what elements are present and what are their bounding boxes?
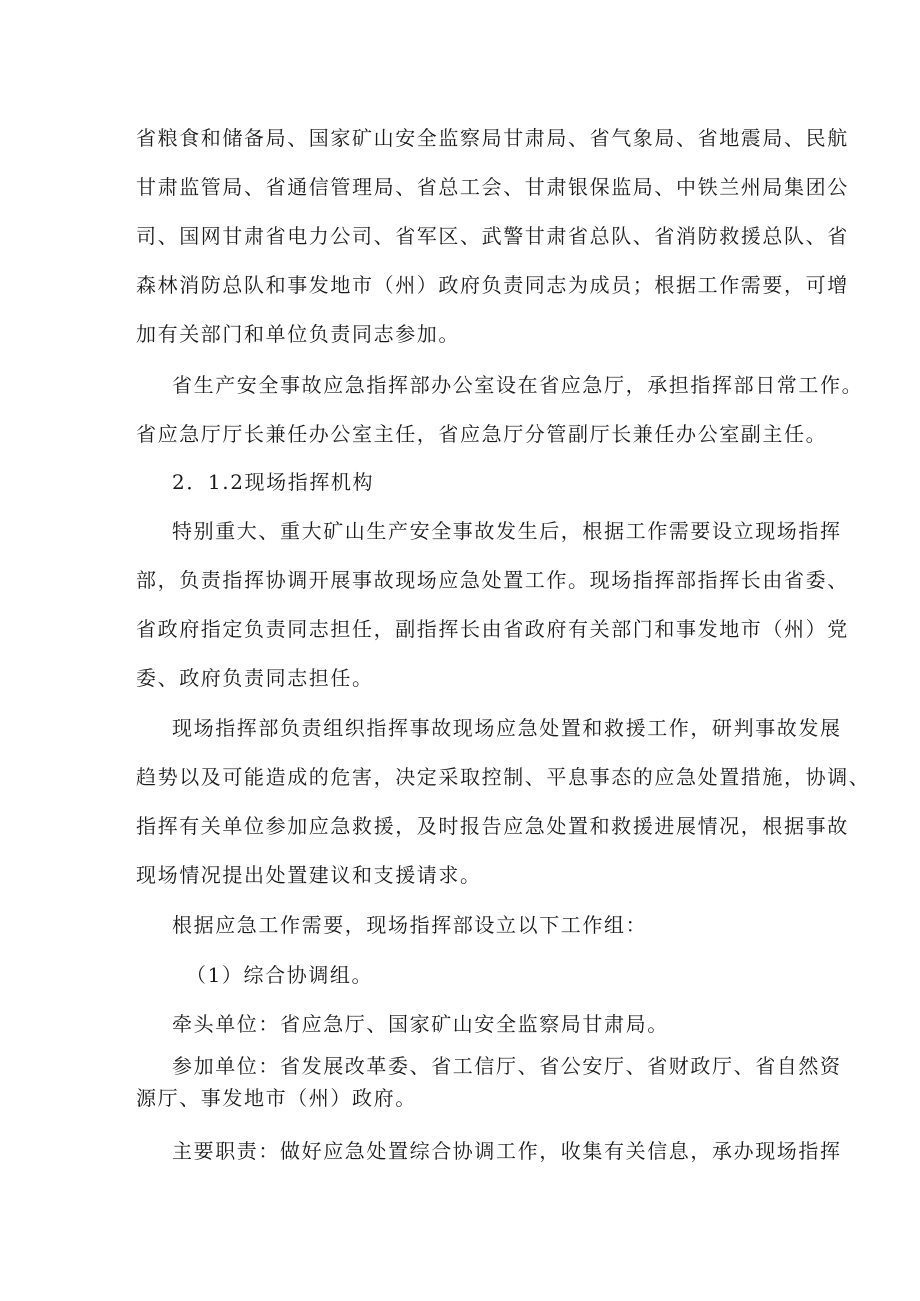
text-line: 现场情况提出处置建议和支援请求。 — [136, 863, 482, 887]
text-line: 加有关部门和单位负责同志参加。 — [136, 322, 460, 346]
paragraph-start-line: 牵头单位：省应急厅、国家矿山安全监察局甘肃局。 — [172, 1012, 669, 1036]
text-line: 森林消防总队和事发地市（州）政府负责同志为成员；根据工作需要，可增 — [136, 273, 849, 297]
text-line: 指挥有关单位参加应急救援，及时报告应急处置和救援进展情况，根据事故 — [136, 814, 849, 838]
text-line: 省政府指定负责同志担任，副指挥长由省政府有关部门和事发地市（州）党 — [136, 617, 849, 641]
paragraph-start-line: 参加单位：省发展改革委、省工信厅、省公安厅、省财政厅、省自然资 — [172, 1054, 842, 1078]
section-heading: 2．1.2现场指挥机构 — [172, 470, 375, 494]
text-line: 甘肃监管局、省通信管理局、省总工会、甘肃银保监局、中铁兰州局集团公 — [136, 175, 849, 199]
list-item-heading: （1）综合协调组。 — [186, 963, 374, 987]
text-line: 趋势以及可能造成的危害，决定采取控制、平息事态的应急处置措施，协调、 — [136, 765, 871, 789]
paragraph-start-line: 现场指挥部负责组织指挥事故现场应急处置和救援工作，研判事故发展 — [172, 716, 842, 740]
text-line: 司、国网甘肃省电力公司、省军区、武警甘肃省总队、省消防救援总队、省 — [136, 224, 849, 248]
text-line: 省应急厅厅长兼任办公室主任，省应急厅分管副厅长兼任办公室副主任。 — [136, 422, 828, 446]
paragraph-start-line: 根据应急工作需要，现场指挥部设立以下工作组： — [172, 913, 648, 937]
text-line: 委、政府负责同志担任。 — [136, 666, 374, 690]
text-line: 省粮食和储备局、国家矿山安全监察局甘肃局、省气象局、省地震局、民航 — [136, 126, 849, 150]
paragraph-start-line: 省生产安全事故应急指挥部办公室设在省应急厅，承担指挥部日常工作。 — [172, 373, 864, 397]
text-line: 部，负责指挥协调开展事故现场应急处置工作。现场指挥部指挥长由省委、 — [136, 568, 849, 592]
paragraph-start-line: 主要职责：做好应急处置综合协调工作，收集有关信息，承办现场指挥 — [172, 1139, 842, 1163]
text-line: 源厅、事发地市（州）政府。 — [136, 1086, 417, 1110]
paragraph-start-line: 特别重大、重大矿山生产安全事故发生后，根据工作需要设立现场指挥 — [172, 519, 842, 543]
